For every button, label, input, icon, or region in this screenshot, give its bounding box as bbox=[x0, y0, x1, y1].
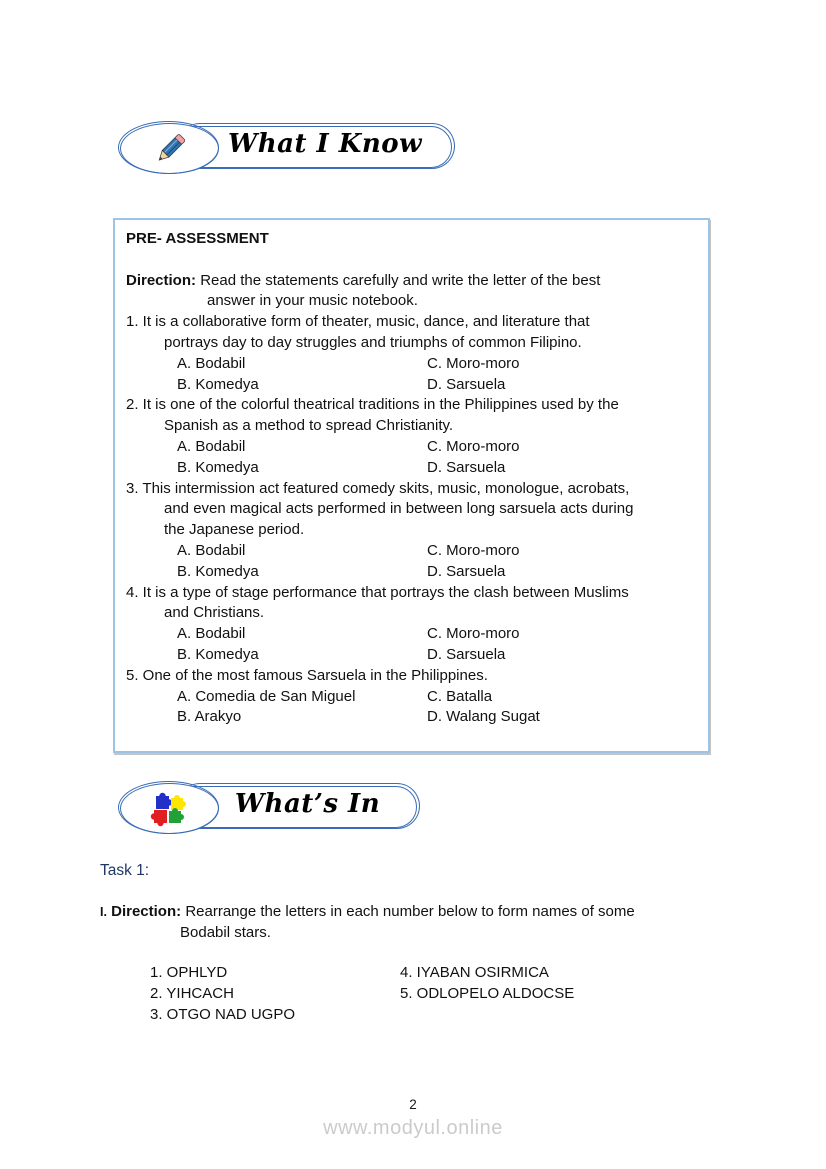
option-c: C. Batalla bbox=[427, 687, 493, 705]
banner-icon-ellipse bbox=[120, 123, 219, 174]
options-row bbox=[177, 354, 698, 375]
scramble-item: 4. IYABAN OSIRMICA bbox=[400, 964, 549, 981]
option-a: A. Bodabil bbox=[177, 541, 246, 559]
option-c: C. Moro-moro bbox=[427, 625, 520, 643]
options-row bbox=[177, 645, 698, 666]
options-row bbox=[177, 562, 698, 583]
option-b: B. Arakyo bbox=[177, 708, 242, 726]
task-numeral: I. bbox=[100, 905, 107, 919]
question-line: 1. It is a collaborative form of theater, music, dance, and literature that bbox=[126, 313, 590, 331]
question-line: 3. This intermission act featured comedy skits, music, monologue, acrobats, bbox=[126, 479, 630, 497]
scramble-item: 2. YIHCACH bbox=[150, 984, 234, 1002]
question-line: the Japanese period. bbox=[164, 521, 305, 539]
options-row bbox=[177, 687, 698, 708]
direction-line-1 bbox=[126, 271, 698, 292]
banner-title: What’s In bbox=[234, 789, 381, 819]
question-5 bbox=[126, 666, 698, 728]
option-a: A. Comedia de San Miguel bbox=[177, 687, 356, 705]
task-direction-line-2: Bodabil stars. bbox=[180, 923, 271, 941]
question-4 bbox=[126, 583, 698, 666]
options-row bbox=[177, 707, 698, 728]
task-label: Task 1: bbox=[100, 862, 150, 879]
option-d: D. Sarsuela bbox=[427, 562, 506, 580]
options-row bbox=[177, 437, 698, 458]
option-d: D. Sarsuela bbox=[427, 375, 506, 393]
direction-text: Read the statements carefully and write the letter of the best bbox=[200, 271, 601, 289]
option-a: A. Bodabil bbox=[177, 354, 246, 372]
whats-in-banner bbox=[120, 783, 417, 832]
scramble-item: 1. OPHLYD bbox=[150, 964, 228, 981]
scramble-list-left bbox=[150, 963, 295, 1026]
direction-line-2: answer in your music notebook. bbox=[207, 292, 418, 310]
option-a: A. Bodabil bbox=[177, 625, 246, 643]
question-2 bbox=[126, 395, 698, 478]
options-row bbox=[177, 541, 698, 562]
options-row bbox=[177, 624, 698, 645]
option-d: D. Sarsuela bbox=[427, 645, 506, 663]
spacer bbox=[126, 250, 698, 271]
option-d: D. Sarsuela bbox=[427, 458, 506, 476]
question-3 bbox=[126, 479, 698, 583]
pre-assessment-title: PRE- ASSESSMENT bbox=[126, 230, 269, 247]
option-c: C. Moro-moro bbox=[427, 437, 520, 455]
question-line: portrays day to day struggles and triumphs of common Filipino. bbox=[164, 333, 582, 351]
watermark: www.modyul.online bbox=[323, 1117, 503, 1139]
option-c: C. Moro-moro bbox=[427, 541, 520, 559]
question-line: and Christians. bbox=[164, 604, 265, 622]
direction-label: Direction: bbox=[126, 271, 197, 289]
task-direction-line-1 bbox=[100, 902, 635, 923]
question-line: 2. It is one of the colorful theatrical traditions in the Philippines used by the bbox=[126, 396, 619, 414]
banner-title: What I Know bbox=[228, 129, 422, 159]
question-line: and even magical acts performed in between long sarsuela acts during bbox=[164, 500, 634, 518]
question-line: 4. It is a type of stage performance that portrays the clash between Muslims bbox=[126, 583, 629, 601]
task-direction-text: Rearrange the letters in each number below to form names of some bbox=[185, 903, 635, 920]
option-b: B. Komedya bbox=[177, 458, 259, 476]
pencil-icon bbox=[149, 128, 191, 170]
pre-assessment-box bbox=[113, 218, 710, 753]
option-b: B. Komedya bbox=[177, 375, 259, 393]
task-direction bbox=[100, 902, 635, 944]
options-row bbox=[177, 458, 698, 479]
question-line: Spanish as a method to spread Christianity. bbox=[164, 417, 454, 435]
puzzle-pieces-icon bbox=[148, 789, 192, 829]
option-a: A. Bodabil bbox=[177, 437, 246, 455]
scramble-item: 3. OTGO NAD UGPO bbox=[150, 1005, 296, 1023]
what-i-know-banner bbox=[120, 123, 452, 172]
option-c: C. Moro-moro bbox=[427, 354, 520, 372]
scramble-list-right bbox=[400, 963, 574, 1005]
page-number: 2 bbox=[409, 1097, 417, 1112]
task-direction-label: Direction: bbox=[111, 903, 182, 920]
question-line: 5. One of the most famous Sarsuela in the Philippines. bbox=[126, 666, 488, 684]
question-1 bbox=[126, 312, 698, 395]
banner-icon-ellipse bbox=[120, 783, 219, 834]
option-b: B. Komedya bbox=[177, 645, 259, 663]
scramble-item: 5. ODLOPELO ALDOCSE bbox=[400, 984, 575, 1002]
option-b: B. Komedya bbox=[177, 562, 259, 580]
option-d: D. Walang Sugat bbox=[427, 708, 540, 726]
options-row bbox=[177, 375, 698, 396]
